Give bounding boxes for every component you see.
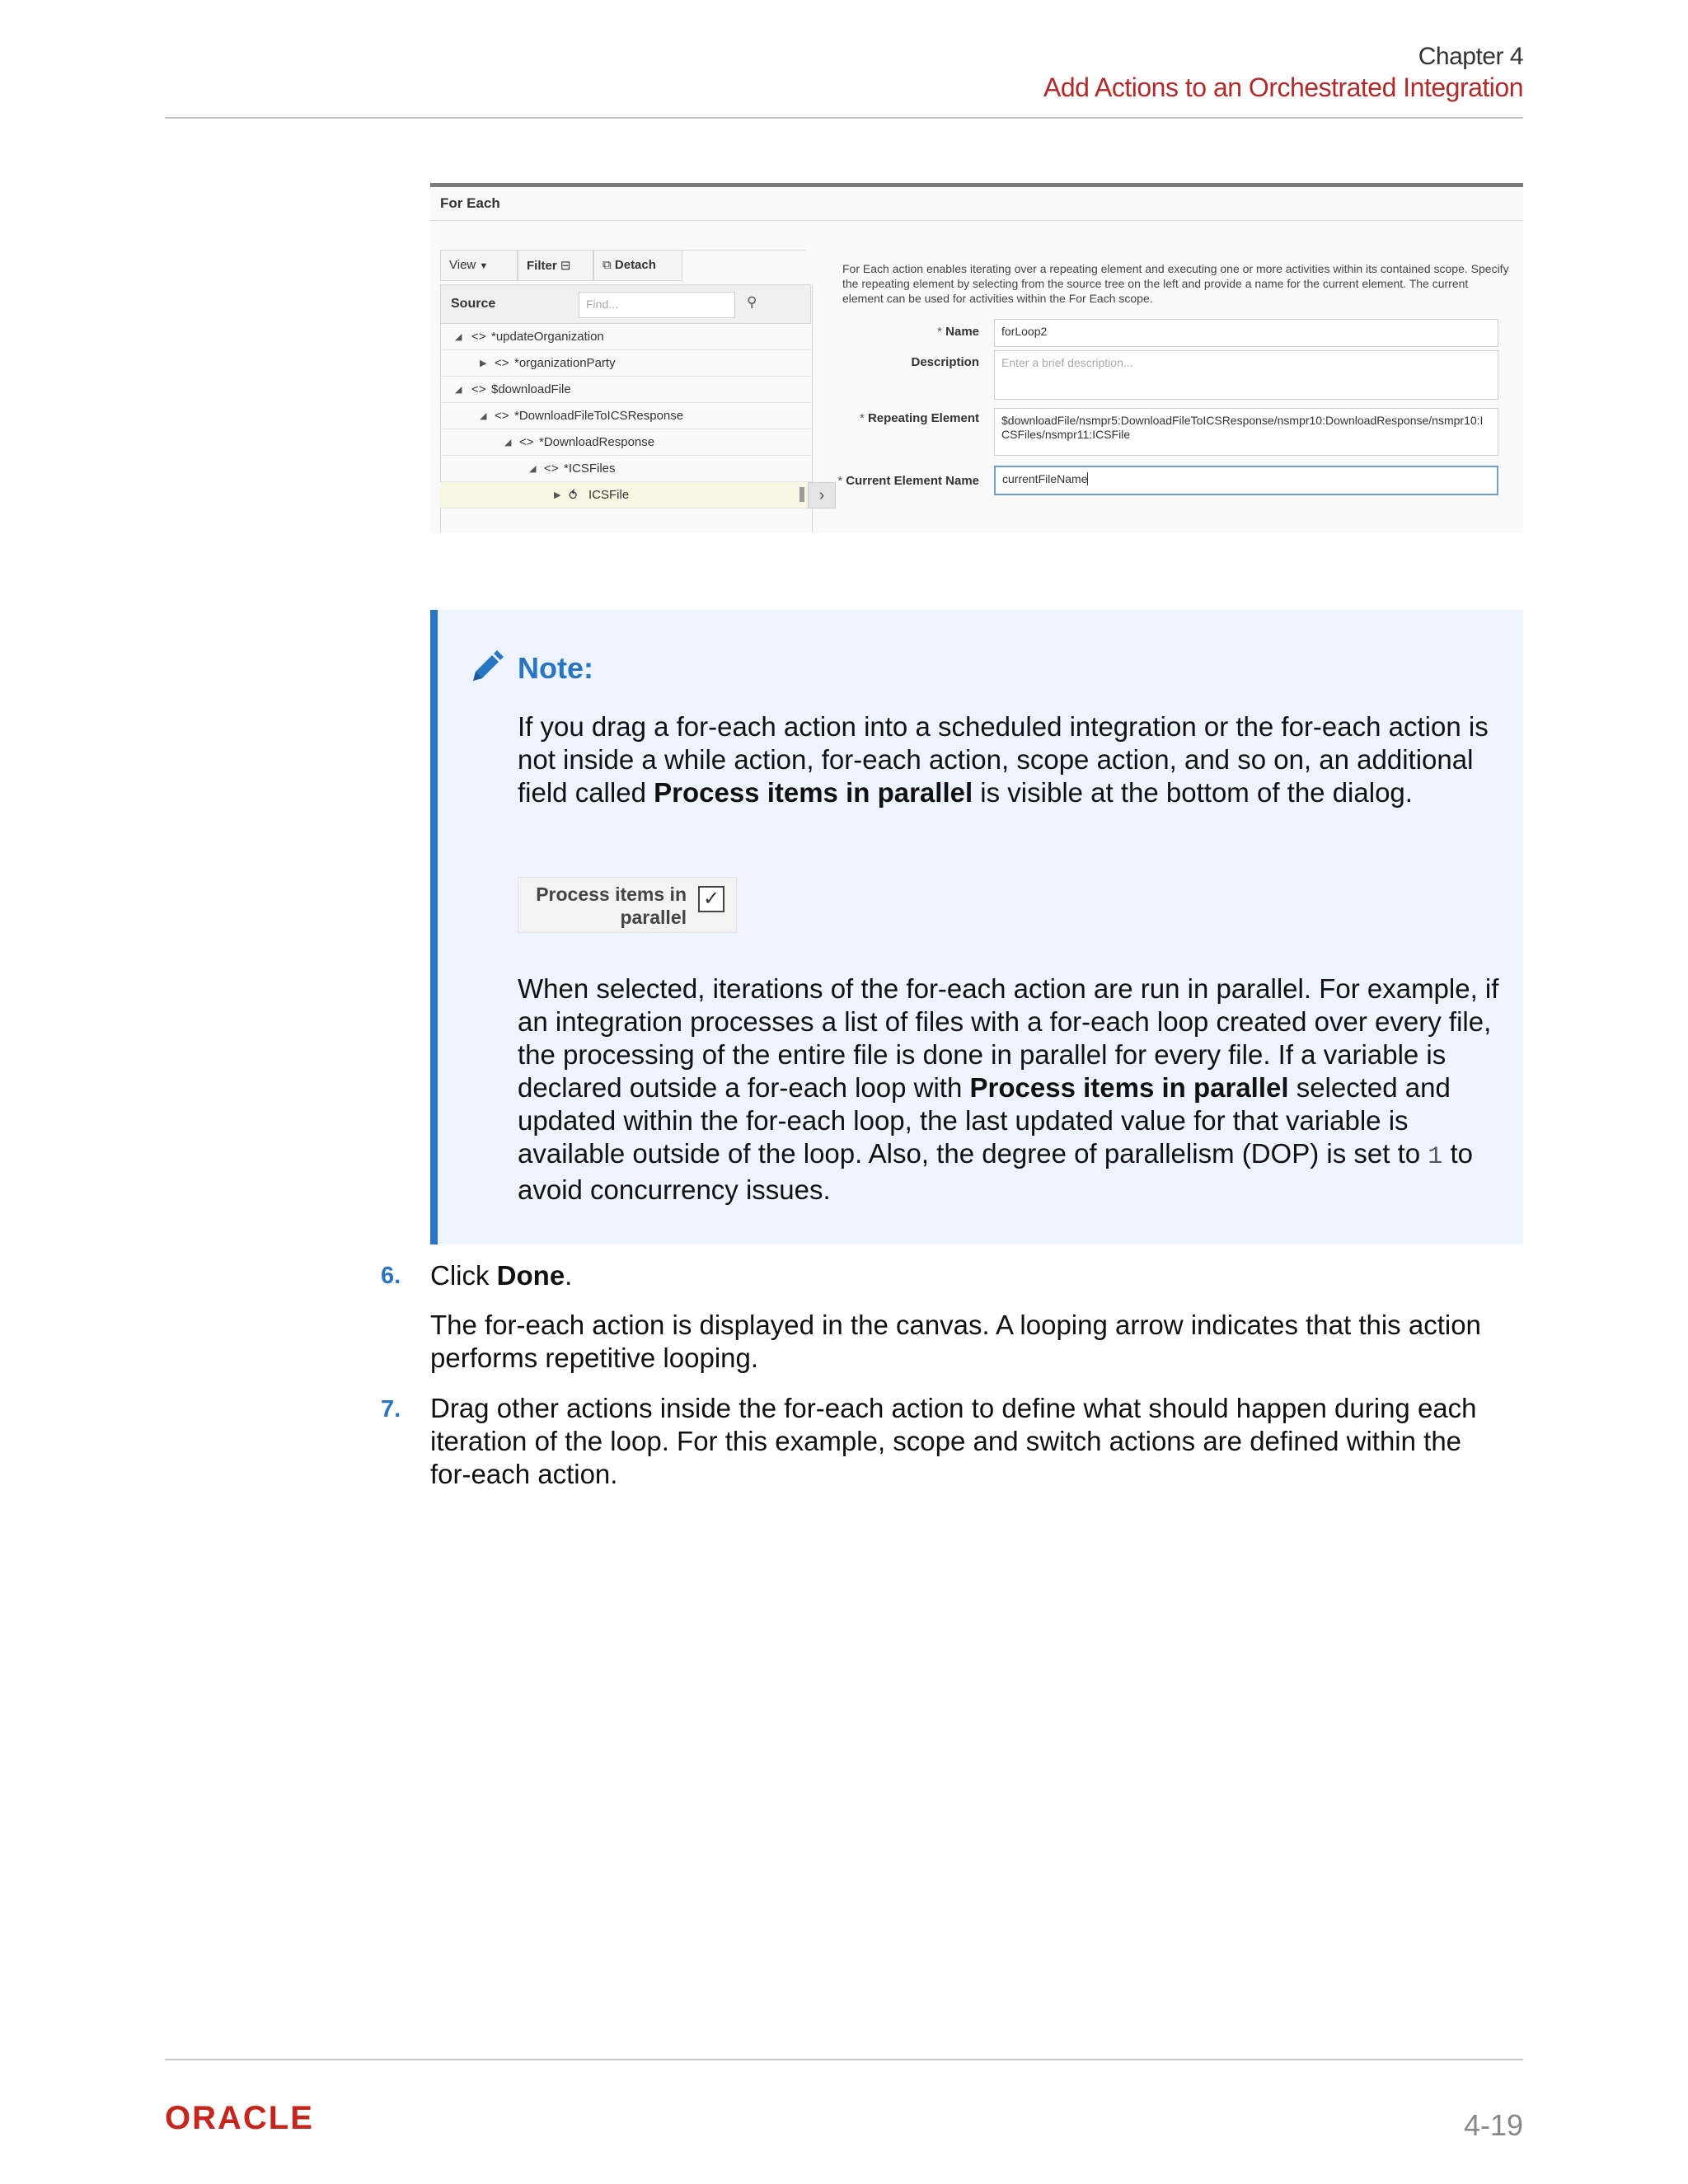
chevron-down-icon: ▼	[479, 261, 489, 271]
view-menu-button[interactable]: View ▼	[440, 250, 518, 281]
tree-item-label: *DownloadResponse	[539, 435, 655, 449]
tree-item-label: *DownloadFileToICSResponse	[514, 409, 684, 423]
repeating-element-icon: ⥀	[569, 489, 578, 503]
detach-button[interactable]: ⧉ Detach	[593, 250, 682, 281]
name-label: * Name	[937, 325, 979, 339]
tree-item-label: *organizationParty	[514, 356, 616, 370]
expand-icon[interactable]: ◢	[455, 385, 462, 395]
checkbox-label: Process items in parallel	[536, 883, 687, 928]
filter-icon: ⊟	[560, 259, 571, 273]
element-icon: <>	[471, 382, 486, 396]
note-title: Note:	[518, 651, 593, 685]
oracle-logo: ORACLE	[165, 2100, 314, 2136]
title-divider	[430, 220, 1523, 221]
current-element-input[interactable]: currentFileName	[994, 466, 1498, 495]
element-icon: <>	[471, 330, 486, 344]
checkbox-checked[interactable]: ✓	[698, 886, 724, 912]
section-title: Add Actions to an Orchestrated Integration	[1043, 73, 1523, 102]
pencil-icon	[468, 649, 504, 686]
dialog-description: For Each action enables iterating over a repeating element and executing one or more activities within its contained scope. Specify the repeating element by selecting from the source tree on the left and provide a name for the current element. The current element can be used for activities within the For Each scope.	[842, 262, 1509, 305]
repeating-element-input[interactable]: $downloadFile/nsmpr5:DownloadFileToICSResponse/nsmpr10:DownloadResponse/nsmpr10:ICSFiles/nsmpr11:ICSFile	[994, 408, 1498, 456]
chapter-label: Chapter 4	[1418, 43, 1523, 70]
step-number: 7.	[381, 1396, 401, 1422]
description-input[interactable]: Enter a brief description...	[994, 350, 1498, 400]
tree-item-label: ICSFile	[588, 488, 630, 502]
element-icon: <>	[495, 356, 509, 370]
expand-icon[interactable]: ◢	[529, 464, 537, 474]
page-number: 4-19	[1463, 2108, 1523, 2142]
repeating-element-label: * Repeating Element	[859, 411, 979, 425]
note-paragraph-1: If you drag a for-each action into a scheduled integration or the for-each action is not inside a while action, for-each action, scope action, and so on, an additional field called Process items in parallel is visible at the bottom of the dialog.	[518, 711, 1489, 808]
element-icon: <>	[519, 435, 534, 449]
current-element-label: * Current Element Name	[837, 474, 979, 488]
expand-icon[interactable]: ◢	[455, 332, 462, 342]
element-icon: <>	[495, 409, 509, 423]
process-items-in-parallel-example	[518, 877, 737, 933]
tree-row[interactable]	[440, 377, 811, 403]
splitter-handle[interactable]	[799, 487, 804, 502]
header-divider	[165, 117, 1523, 119]
name-input[interactable]: forLoop2	[994, 319, 1498, 347]
step-text: Drag other actions inside the for-each action to define what should happen during each iteration of the loop. For this example, scope and switch actions are defined within the for-each action.	[430, 1393, 1477, 1489]
source-label: Source	[451, 297, 496, 311]
tree-item-label: $downloadFile	[491, 382, 571, 396]
expand-icon[interactable]: ▶	[480, 359, 487, 368]
element-icon: <>	[544, 462, 559, 476]
step-text: Click Done.	[430, 1260, 573, 1291]
description-label: Description	[911, 355, 979, 369]
detach-icon: ⧉	[603, 258, 612, 272]
expand-icon[interactable]: ◢	[480, 411, 487, 421]
footer-divider	[165, 2059, 1523, 2060]
expand-icon[interactable]: ▶	[554, 490, 561, 500]
expand-icon[interactable]: ◢	[504, 438, 512, 448]
tree-item-label: *ICSFiles	[564, 462, 616, 476]
tree-item-label: *updateOrganization	[491, 330, 604, 344]
toolbar-line	[682, 250, 806, 251]
tree-row[interactable]	[440, 429, 811, 456]
dialog-title: For Each	[440, 195, 500, 211]
search-icon[interactable]: ⚲	[747, 294, 757, 310]
step-number: 6.	[381, 1263, 401, 1289]
filter-button[interactable]: Filter ⊟	[518, 250, 593, 281]
chevron-right-icon[interactable]: ›	[808, 482, 836, 509]
step-detail: The for-each action is displayed in the canvas. A looping arrow indicates that this action performs repetitive looping.	[430, 1310, 1481, 1373]
note-paragraph-2: When selected, iterations of the for-each action are run in parallel. For example, if an integration processes a list of files with a for-each loop created over every file, the processing of the entire file is done in parallel for every file. If a variable is declared outside a for-each loop with Process items in parallel selected and updated within the for-each loop, the last updated value for that variable is available outside of the loop. Also, the degree of parallelism (DOP) is set to 1 to avoid concurrency issues.	[518, 973, 1499, 1205]
find-input[interactable]: Find...	[579, 292, 735, 318]
for-each-dialog-screenshot	[430, 183, 1523, 533]
